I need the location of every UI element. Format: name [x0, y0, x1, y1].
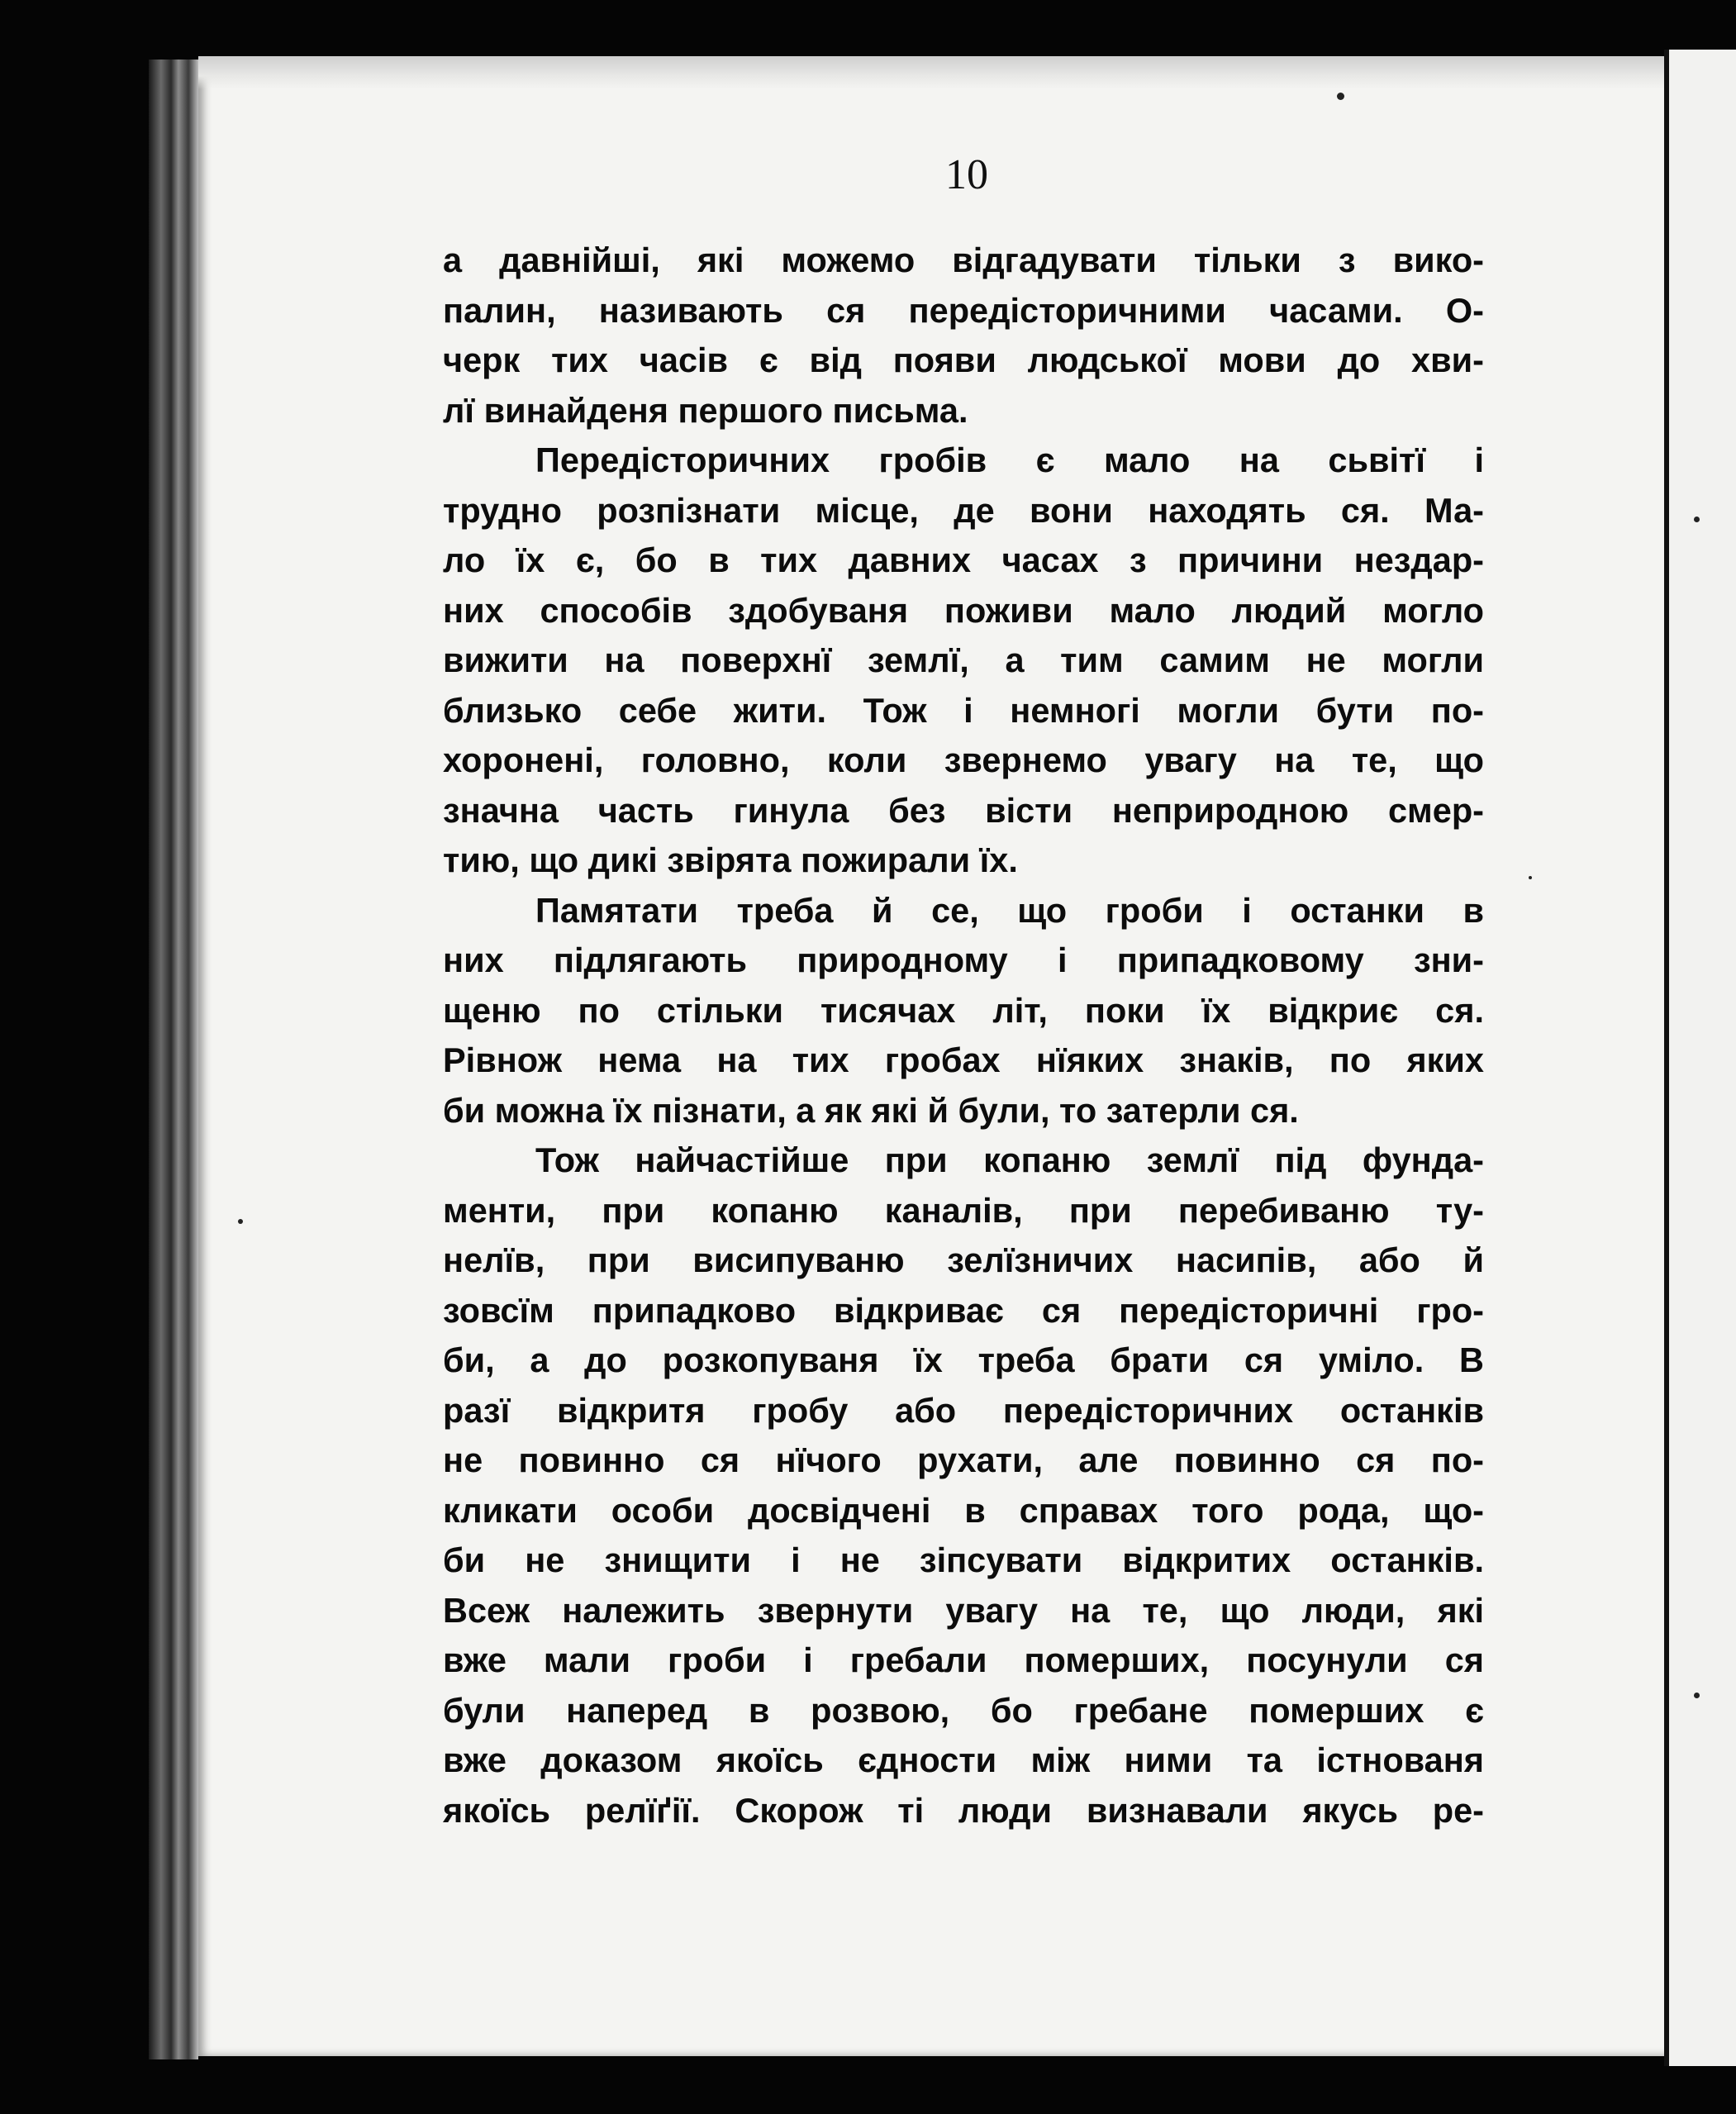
text-line: ло їх є, бо в тих давних часах з причини нездар- [443, 540, 1484, 579]
text-line: Всеж належить звернути увагу на те, що люди, які [443, 1590, 1484, 1630]
text-line: них способів здобуваня поживи мало людий могло [443, 590, 1484, 630]
text-line: кликати особи досвідчені в справах того рода, що- [443, 1490, 1484, 1530]
text-line: вже доказом якоїсь єдности між ними та істнованя [443, 1740, 1484, 1779]
text-line: би, а до розкопуваня їх треба брати ся уміло. В [443, 1340, 1484, 1379]
text-line: менти, при копаню каналів, при перебиваню ту- [443, 1190, 1484, 1230]
text-line: би можна їх пізнати, а як які й були, то затерли ся. [443, 1090, 1299, 1130]
facing-page-edge [1669, 50, 1736, 2066]
text-line: щеню по стільки тисячах літ, поки їх відкриє ся. [443, 990, 1484, 1030]
scan-speck [1694, 1693, 1700, 1698]
scan-speck [1337, 93, 1344, 100]
text-line: разї відкритя гробу або передісторичних останків [443, 1390, 1484, 1430]
scan-speck [1694, 517, 1700, 522]
text-line: нелїв, при висипуваню зелїзничих насипів, або й [443, 1240, 1484, 1279]
text-line: би не знищити і не зіпсувати відкритих останків. [443, 1540, 1484, 1579]
text-line: лї винайденя першого письма. [443, 390, 968, 430]
book-spine [149, 60, 198, 2059]
scan-speck [1529, 876, 1532, 879]
text-line: них підлягають природному і припадковому зни- [443, 940, 1484, 979]
text-line: тию, що дикі звірята пожирали їх. [443, 840, 1018, 879]
text-line: Рівнож нема на тих гробах нїяких знаків, по яких [443, 1040, 1484, 1079]
text-line: Тож найчастійше при копаню землї під фунда- [535, 1140, 1484, 1179]
page-top-edge [198, 56, 1669, 89]
text-line: Передісторичних гробів є мало на сьвітї і [535, 440, 1484, 479]
text-line: вже мали гроби і гребали померших, посунули ся [443, 1640, 1484, 1679]
page-number: 10 [945, 151, 988, 198]
text-line: близько себе жити. Тож і немногі могли бути по- [443, 690, 1484, 730]
text-line: були наперед в розвою, бо гребане померших є [443, 1690, 1484, 1730]
text-line: значна часть гинула без вісти неприродною смер- [443, 790, 1484, 830]
text-line: а давнійші, які можемо відгадувати тільки з вико- [443, 240, 1484, 279]
text-line: вижити на поверхнї землї, а тим самим не могли [443, 640, 1484, 679]
text-line: черк тих часів є від появи людської мови до хви- [443, 340, 1484, 379]
text-line: трудно розпізнати місце, де вони находять ся. Ма- [443, 490, 1484, 530]
text-line: Памятати треба й се, що гроби і останки в [535, 890, 1484, 930]
scan-speck [238, 1219, 243, 1224]
text-line: не повинно ся нїчого рухати, але повинно ся по- [443, 1440, 1484, 1479]
text-line: хоронені, головно, коли звернемо увагу на те, що [443, 740, 1484, 779]
text-line: зовсїм припадково відкриває ся передісторичні гро- [443, 1290, 1484, 1330]
text-line: якоїсь релїґії. Скорож ті люди визнавали якусь ре- [443, 1790, 1484, 1830]
text-line: палин, називають ся передісторичними часами. О- [443, 290, 1484, 330]
body-text [443, 236, 1484, 1835]
